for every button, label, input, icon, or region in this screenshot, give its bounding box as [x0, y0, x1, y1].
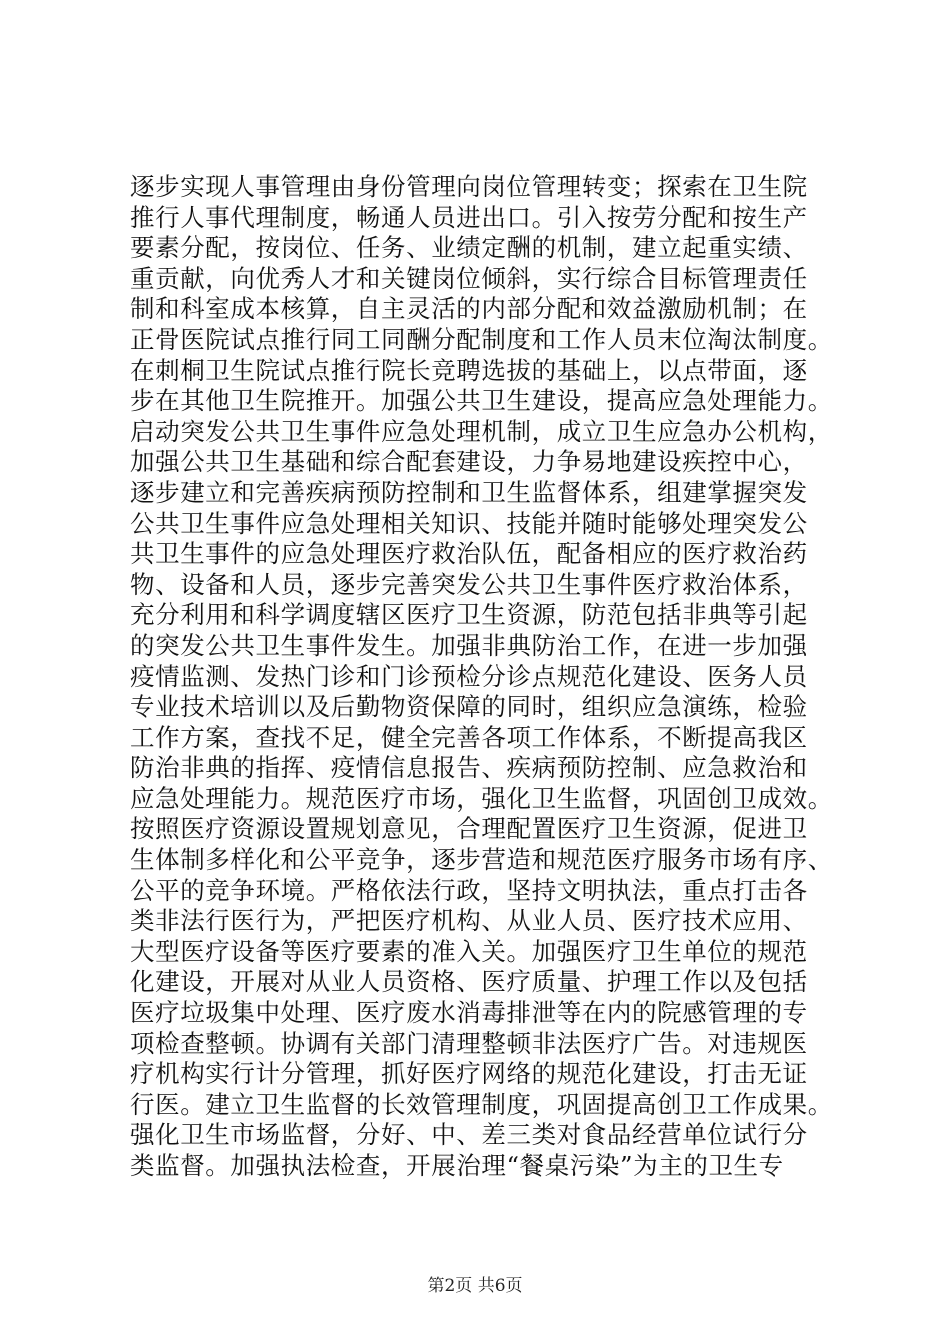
- text-line: 在刺桐卫生院试点推行院长竞聘选拔的基础上，以点带面，逐: [130, 355, 808, 385]
- text-line: 公共卫生事件应急处理相关知识、技能并随时能够处理突发公: [130, 508, 808, 538]
- text-line: 公平的竞争环境。严格依法行政，坚持文明执法，重点打击各: [130, 875, 808, 905]
- text-line: 启动突发公共卫生事件应急处理机制，成立卫生应急办公机构，: [130, 416, 833, 446]
- page-footer: 第2页 共6页: [427, 1276, 523, 1296]
- body-text: [130, 172, 860, 1182]
- text-line: 制和科室成本核算，自主灵活的内部分配和效益激励机制；在: [130, 294, 808, 324]
- text-line: 大型医疗设备等医疗要素的准入关。加强医疗卫生单位的规范: [130, 936, 808, 966]
- text-line: 生体制多样化和公平竞争，逐步营造和规范医疗服务市场有序、: [130, 845, 833, 875]
- text-line: 医疗垃圾集中处理、医疗废水消毒排泄等在内的院感管理的专: [130, 998, 808, 1028]
- text-line: 按照医疗资源设置规划意见，合理配置医疗卫生资源，促进卫: [130, 814, 808, 844]
- text-line: 要素分配，按岗位、任务、业绩定酬的机制，建立起重实绩、: [130, 233, 808, 263]
- text-line: 物、设备和人员，逐步完善突发公共卫生事件医疗救治体系，: [130, 569, 808, 599]
- text-line: 逐步建立和完善疾病预防控制和卫生监督体系，组建掌握突发: [130, 477, 808, 507]
- text-line: 防治非典的指挥、疫情信息报告、疾病预防控制、应急救治和: [130, 753, 808, 783]
- text-line: 充分利用和科学调度辖区医疗卫生资源，防范包括非典等引起: [130, 600, 808, 630]
- text-line: 正骨医院试点推行同工同酬分配制度和工作人员末位淘汰制度。: [130, 324, 833, 354]
- text-line: 应急处理能力。规范医疗市场，强化卫生监督，巩固创卫成效。: [130, 783, 833, 813]
- text-line: 类监督。加强执法检查，开展治理“餐桌污染”为主的卫生专: [130, 1151, 784, 1180]
- text-line: 工作方案，查找不足，健全完善各项工作体系，不断提高我区: [130, 722, 808, 752]
- text-line: 行医。建立卫生监督的长效管理制度，巩固提高创卫工作成果。: [130, 1089, 833, 1119]
- text-line: 专业技术培训以及后勤物资保障的同时，组织应急演练，检验: [130, 692, 808, 722]
- text-line: 强化卫生市场监督，分好、中、差三类对食品经营单位试行分: [130, 1120, 808, 1150]
- text-line: 类非法行医行为，严把医疗机构、从业人员、医疗技术应用、: [130, 906, 808, 936]
- text-line: 推行人事代理制度，畅通人员进出口。引入按劳分配和按生产: [130, 202, 808, 232]
- text-line: 疗机构实行计分管理，抓好医疗网络的规范化建设，打击无证: [130, 1059, 808, 1089]
- text-line: 逐步实现人事管理由身份管理向岗位管理转变；探索在卫生院: [130, 172, 808, 201]
- text-line: 重贡献，向优秀人才和关键岗位倾斜，实行综合目标管理责任: [130, 263, 808, 293]
- text-line: 化建设，开展对从业人员资格、医疗质量、护理工作以及包括: [130, 967, 808, 997]
- text-line: 共卫生事件的应急处理医疗救治队伍，配备相应的医疗救治药: [130, 539, 808, 569]
- text-line: 步在其他卫生院推开。加强公共卫生建设，提高应急处理能力。: [130, 386, 833, 416]
- text-line: 的突发公共卫生事件发生。加强非典防治工作，在进一步加强: [130, 630, 808, 660]
- text-line: 加强公共卫生基础和综合配套建设，力争易地建设疾控中心，: [130, 447, 808, 477]
- text-line: 疫情监测、发热门诊和门诊预检分诊点规范化建设、医务人员: [130, 661, 808, 691]
- text-line: 项检查整顿。协调有关部门清理整顿非法医疗广告。对违规医: [130, 1028, 808, 1058]
